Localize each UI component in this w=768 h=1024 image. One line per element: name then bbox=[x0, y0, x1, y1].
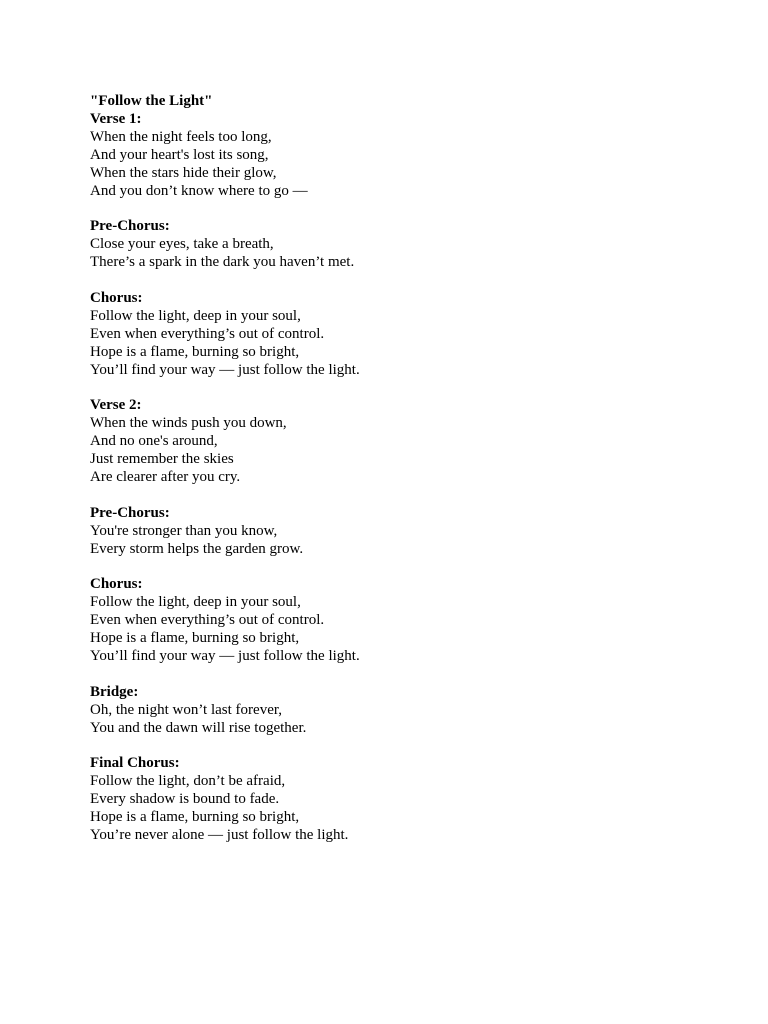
lyric-line: Even when everything’s out of control. bbox=[90, 612, 325, 629]
lyric-line: Hope is a flame, burning so bright, bbox=[90, 630, 300, 647]
section-heading: Final Chorus: bbox=[90, 755, 180, 772]
song-title: "Follow the Light" bbox=[90, 93, 213, 109]
lyric-line: Hope is a flame, burning so bright, bbox=[90, 809, 300, 826]
lyric-line: Just remember the skies bbox=[90, 451, 234, 468]
section-chorus-2 bbox=[90, 576, 710, 666]
lyric-line: And your heart's lost its song, bbox=[90, 146, 269, 163]
lyric-line: Follow the light, deep in your soul, bbox=[90, 594, 301, 611]
section-verse-2 bbox=[90, 397, 710, 487]
lyric-line: And you don’t know where to go — bbox=[90, 182, 308, 199]
lyric-line: When the winds push you down, bbox=[90, 415, 287, 432]
section-chorus-1 bbox=[90, 290, 710, 380]
section-heading: Chorus: bbox=[90, 576, 143, 593]
lyrics-document bbox=[90, 93, 710, 845]
section-heading: Pre-Chorus: bbox=[90, 504, 170, 521]
lyric-line: When the night feels too long, bbox=[90, 128, 272, 145]
lyric-line: There’s a spark in the dark you haven’t met. bbox=[90, 254, 355, 271]
section-heading: Verse 1: bbox=[90, 110, 142, 127]
section-heading: Chorus: bbox=[90, 289, 143, 306]
lyric-line: You're stronger than you know, bbox=[90, 522, 278, 539]
lyric-line: Are clearer after you cry. bbox=[90, 468, 241, 485]
lyric-line: Every shadow is bound to fade. bbox=[90, 791, 280, 808]
section-heading: Verse 2: bbox=[90, 397, 142, 414]
lyric-line: Follow the light, don’t be afraid, bbox=[90, 773, 286, 790]
section-bridge bbox=[90, 684, 710, 738]
section-heading: Bridge: bbox=[90, 683, 139, 700]
lyric-line: And no one's around, bbox=[90, 433, 218, 450]
section-final-chorus bbox=[90, 755, 710, 845]
lyric-line: When the stars hide their glow, bbox=[90, 164, 277, 181]
section-verse-1 bbox=[90, 111, 710, 201]
lyric-line: Every storm helps the garden grow. bbox=[90, 540, 304, 557]
section-pre-chorus-1 bbox=[90, 218, 710, 272]
lyric-line: Hope is a flame, burning so bright, bbox=[90, 343, 300, 360]
lyric-line: You’re never alone — just follow the light. bbox=[90, 827, 349, 844]
lyric-line: You’ll find your way — just follow the light. bbox=[90, 648, 360, 665]
lyric-line: Even when everything’s out of control. bbox=[90, 325, 325, 342]
section-pre-chorus-2 bbox=[90, 505, 710, 559]
section-heading: Pre-Chorus: bbox=[90, 218, 170, 235]
lyric-line: You’ll find your way — just follow the light. bbox=[90, 361, 360, 378]
lyric-line: Oh, the night won’t last forever, bbox=[90, 701, 282, 718]
lyric-line: Close your eyes, take a breath, bbox=[90, 236, 274, 253]
lyric-line: You and the dawn will rise together. bbox=[90, 719, 307, 736]
lyric-line: Follow the light, deep in your soul, bbox=[90, 307, 301, 324]
